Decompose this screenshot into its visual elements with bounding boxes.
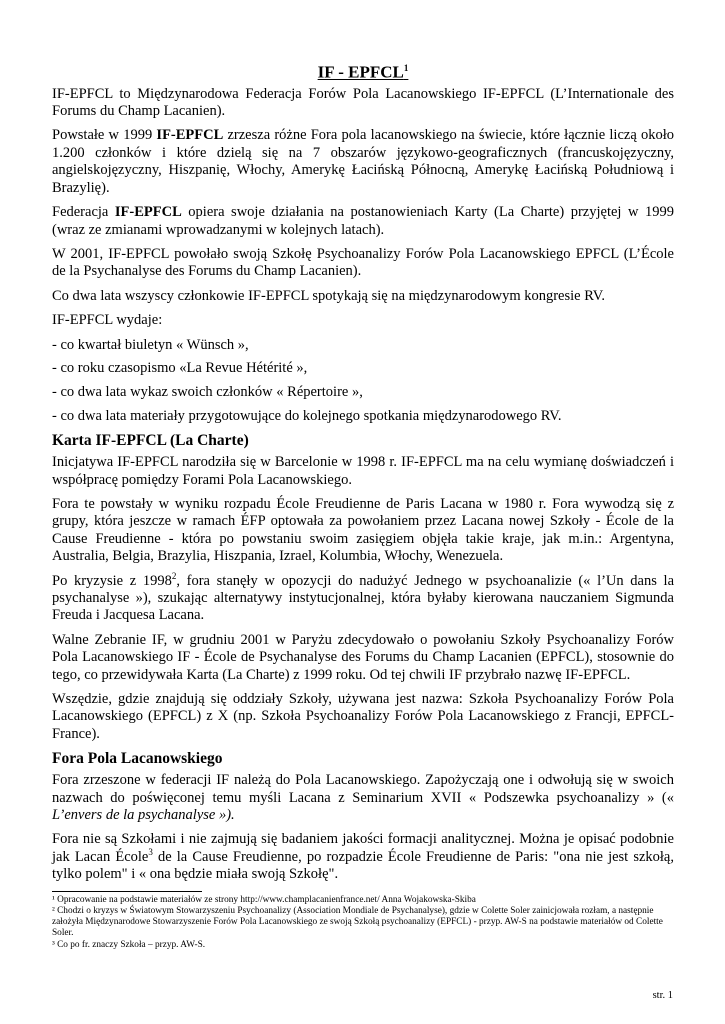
footnote-ref-2[interactable]: 2 [171,570,177,581]
footnote-2: ² Chodzi o kryzys w Światowym Stowarzyszeniu Psychoanalizy (Association Mondiale de Psychanalyse), gdzie w Colette Soler zainicjowała rozłam, a następnie założyła Międzynarodowe Stowarzyszenie Forów Pola Lacanowskiego ze swoją Szkołą psychoanalizy (EPFCL) - przyp. AW-S na podstawie materiałów od Colette Soler. [52,905,663,939]
section-heading-fora: Fora Pola Lacanowskiego [52,750,223,768]
charte-paragraph-2: Fora te powstały w wyniku rozpadu École Freudienne de Paris Lacana w 1980 r. Fora wywodzą się z grupy, która jeszcze w ramach ÉFP optowała za powołaniem przez Lacana nowej Szkoły - École de la Cause Freudienne - która po powstaniu swoim zasięgiem objęła takie kraje, jak m.in.: Argentyna, Australia, Belgia, Brazylia, Hiszpania, Izrael, Kolumbia, Włochy, Wenezuela. [52,495,674,565]
title-text: IF - EPFCL [317,62,404,82]
intro-paragraph-6: IF-EPFCL wydaje: [52,312,163,329]
intro-paragraph-1: IF-EPFCL to Międzynarodowa Federacja Forów Pola Lacanowskiego IF-EPFCL (L’Internationale des Forums du Champ Lacanien). [52,85,674,120]
charte-paragraph-5: Wszędzie, gdzie znajdują się oddziały Szkoły, używana jest nazwa: Szkoła Psychoanalizy Forów Pola Lacanowskiego (EPFCL) z X (np. Szkoła Psychoanalizy Forów Pola Lacanowskiego z Francji, EPFCL-France). [52,691,674,742]
intro-paragraph-4: W 2001, IF-EPFCL powołało swoją Szkołę Psychoanalizy Forów Pola Lacanowskiego EPFCL (L’École de la Psychanalyse des Forums du Champ Lacanien). [52,245,674,280]
charte-paragraph-1: Inicjatywa IF-EPFCL narodziła się w Barcelonie w 1998 r. IF-EPFCL ma na celu wymianę doświadczeń i współpracę pomiędzy Forami Pola Lacanowskiego. [52,454,674,488]
footnote-3: ³ Co po fr. znaczy Szkoła – przyp. AW-S. [52,939,206,950]
charte-paragraph-4: Walne Zebranie IF, w grudniu 2001 w Paryżu zdecydowało o powołaniu Szkoły Psychoanalizy Forów Pola Lacanowskiego IF - École de Psychanalyse des Forums du Champ Lacanien (EPFCL), stosownie do tego, co przewidywała Karta (La Charte) z 1999 roku. Od tej chwili IF przybrało nazwę IF-EPFCL. [52,631,674,683]
fora-paragraph-1: Fora zrzeszone w federacji IF należą do Pola Lacanowskiego. Zapożyczają one i odwołują się w swoich nazwach do poświęconej temu myśli Lacana z Seminarium XVII « Podszewka psychoanalizy » (« L’envers de la psychanalyse »). [52,772,674,824]
charte-paragraph-3: Po kryzysie z 1998$^2$, fora stanęły w opozycji do nadużyć Jednego w psychoanalizie (« l’Un dans la psychanalyse »), szukając alternatywy instytucjonalnej, która byłaby kierowana nauczaniem Sigmunda Freuda i Jacquesa Lacana. [52,570,675,624]
list-item: - co dwa lata wykaz swoich członków « Répertoire », [52,384,363,401]
footnotes [52,895,674,951]
page-number: str. 1 [652,990,673,1001]
document-title [52,58,674,83]
footnote-ref-3[interactable]: 3 [148,847,153,858]
title-footnote-ref[interactable]: 1 [403,63,409,73]
section-heading-charte: Karta IF-EPFCL (La Charte) [52,432,249,450]
list-item: - co dwa lata materiały przygotowujące do kolejnego spotkania międzynarodowego RV. [52,408,562,425]
list-item: - co roku czasopismo «La Revue Hétérité », [52,360,308,377]
intro-paragraph-5: Co dwa lata wszyscy członkowie IF-EPFCL spotykają się na międzynarodowym kongresie RV. [52,287,605,304]
document-page [52,52,674,951]
fora-paragraph-2: Fora nie są Szkołami i nie zajmują się badaniem jakości formacji analitycznej. Można je opisać podobnie jak Lacan École$^3$ de la Cause Freudienne, po rozpadzie École Freudienne de Paris: "ona nie jest szkołą, tylko polem" i « ona będzie miała swoją Szkołę". [52,831,674,883]
footnote-1: ¹ Opracowanie na podstawie materiałów ze strony http://www.champlacanienfrance.net/ Anna Wojakowska-Skiba [52,894,476,905]
intro-paragraph-2: Powstałe w 1999 IF-EPFCL zrzesza różne Fora pola lacanowskiego na świecie, które łącznie liczą około 1.200 członków i które dzielą się na 7 obszarów językowo-geograficznych (francuskojęzyczny, angielskojęzyczny, Hiszpanię, Włochy, Amerykę Łacińską Północną, Amerykę Łacińską Południową i Brazylię). [52,127,674,196]
publications-list [52,337,674,426]
list-item: - co kwartał biuletyn « Wünsch », [52,336,249,353]
footnote-divider [52,891,202,892]
intro-paragraph-3: Federacja IF-EPFCL opiera swoje działania na postanowieniach Karty (La Charte) przyjętej w 1999 (wraz ze zmianami wprowadzanymi w kolejnych latach). [52,204,674,238]
